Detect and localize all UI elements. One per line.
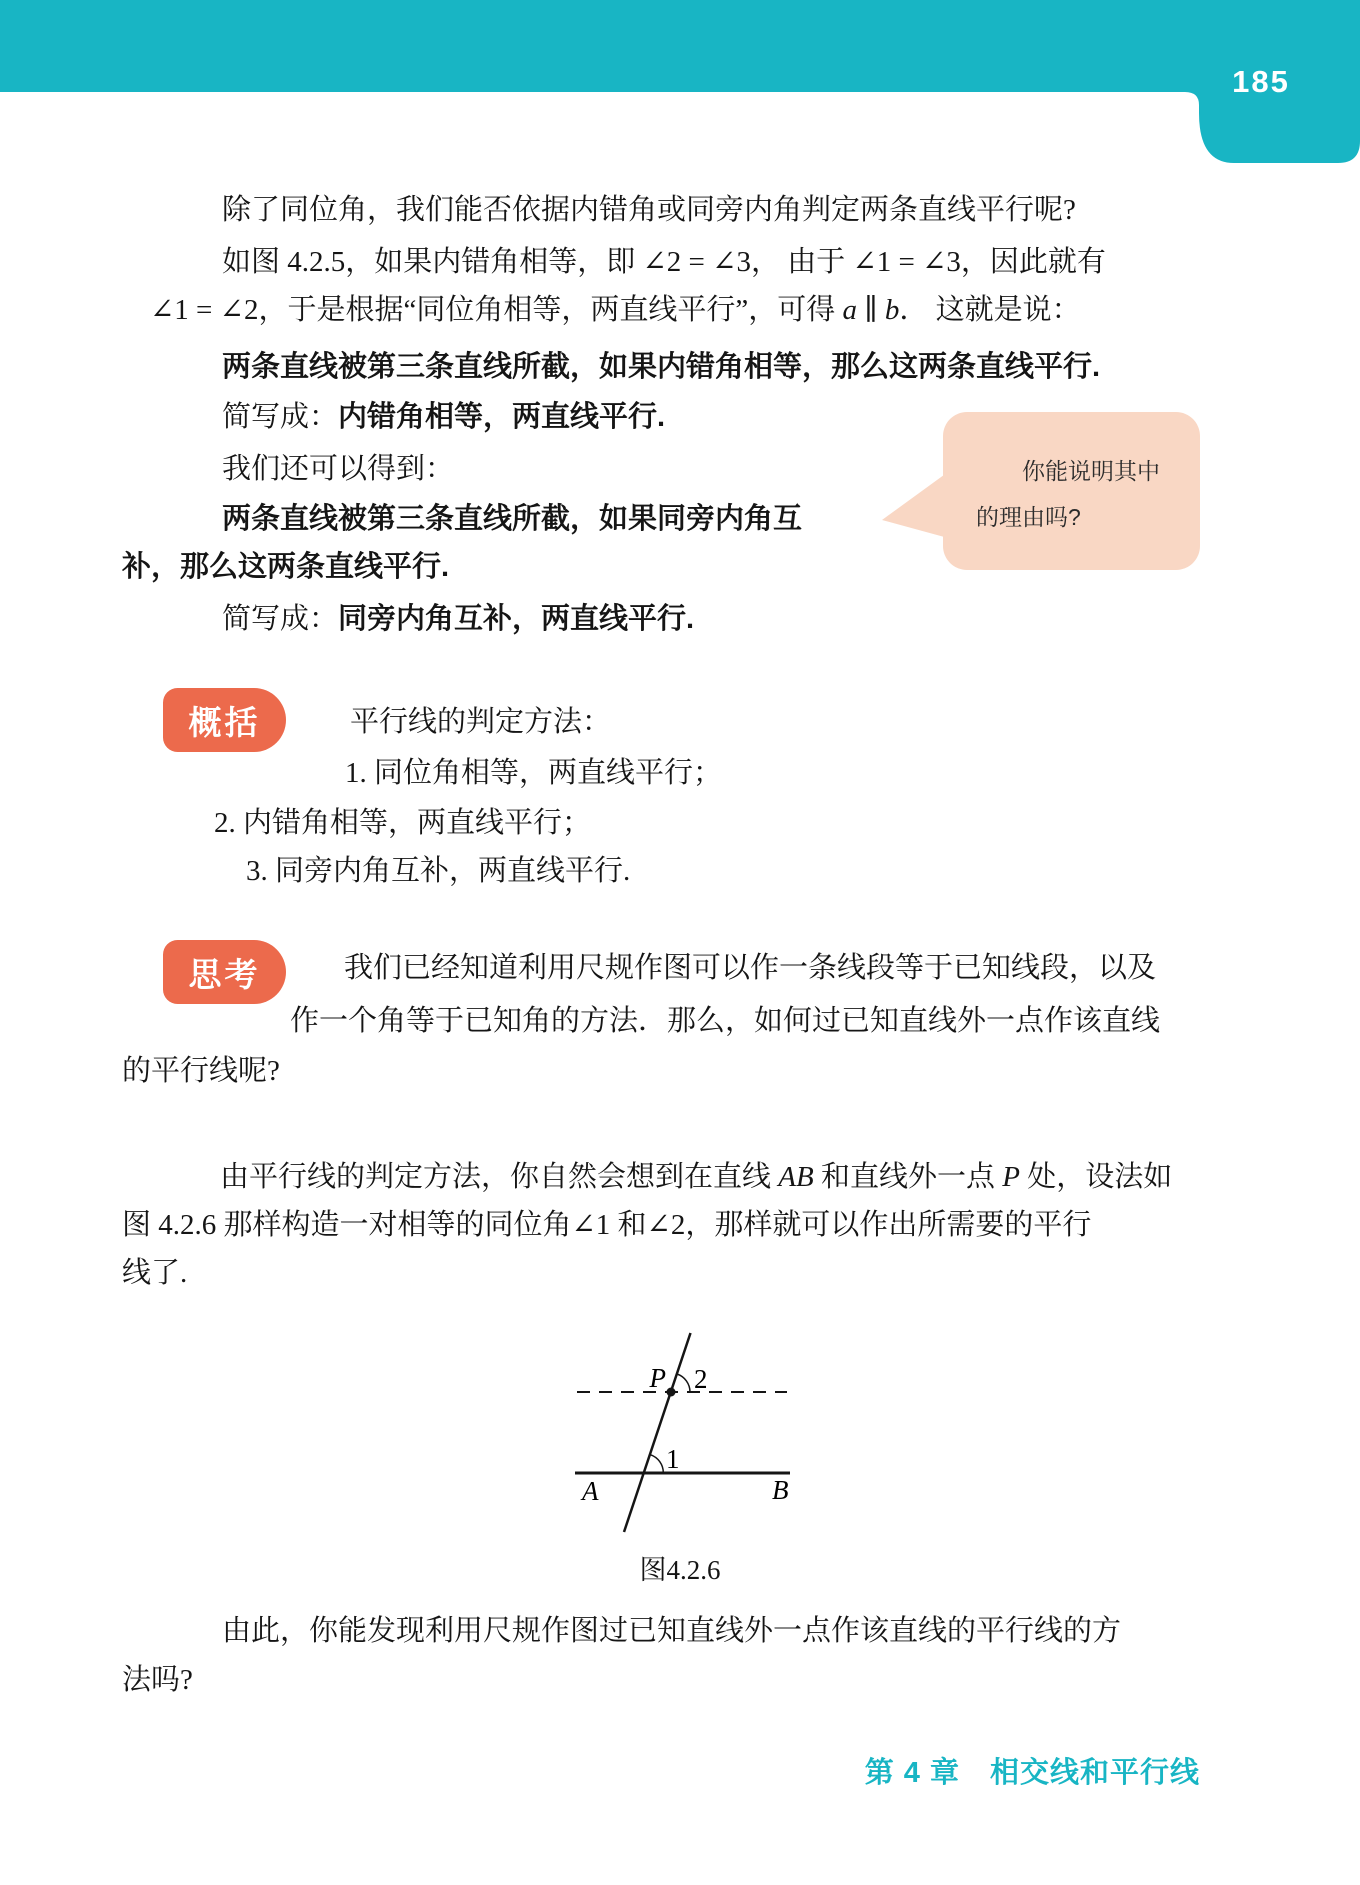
angle-2-arc [677, 1374, 690, 1392]
summary-item-2: 2. 内错角相等，两直线平行； [214, 807, 592, 839]
label-A: A [582, 1476, 599, 1506]
intro-line-2: 如图 4.2.5，如果内错角相等，即 ∠2 = ∠3， 由于 ∠1 = ∠3，因此就有 [222, 246, 1106, 278]
speech-bubble [943, 412, 1200, 570]
bubble-line-1: 你能说明其中 [1022, 458, 1160, 484]
rule-alternate-short [222, 399, 665, 435]
closing-line-2: 法吗? [122, 1664, 193, 1696]
chapter-footer: 第 4 章 相交线和平行线 [864, 1757, 1200, 1789]
label-P: P [649, 1363, 666, 1393]
summary-item-1: 1. 同位角相等，两直线平行； [345, 757, 723, 789]
think-line-2: 作一个角等于已知角的方法．那么，如何过已知直线外一点作该直线 [290, 1005, 1161, 1037]
intro-line-3-text: ∠1 = ∠2，于是根据“同位角相等，两直线平行”，可得 [150, 294, 843, 326]
line-AB-label: AB [778, 1161, 814, 1193]
short-form-prefix: 简写成： [222, 401, 339, 433]
summary-title: 平行线的判定方法： [350, 706, 612, 738]
header-banner [0, 0, 1360, 170]
rule-cointerior-line-1: 两条直线被第三条直线所截，如果同旁内角互 [222, 503, 803, 535]
construct-line-1a: 由平行线的判定方法，你自然会想到在直线 [220, 1161, 779, 1193]
think-badge-label: 思考 [188, 955, 261, 993]
speech-bubble-tail [872, 462, 950, 544]
also-get-line: 我们还可以得到： [222, 453, 455, 485]
bubble-line-2: 的理由吗? [976, 504, 1081, 530]
header-banner-shape [0, 0, 1360, 163]
construct-line-1 [220, 1159, 1172, 1195]
summary-item-3: 3. 同旁内角互补，两直线平行. [246, 855, 631, 887]
parallel-symbol: ∥ [856, 294, 885, 326]
var-b: b [884, 294, 900, 326]
angle-1-arc [650, 1455, 663, 1473]
short-form-prefix-2: 简写成： [222, 603, 339, 635]
var-a: a [842, 294, 857, 326]
short-form-bold-2: 同旁内角互补，两直线平行. [338, 603, 695, 635]
construct-line-1b: 和直线外一点 [813, 1161, 1003, 1193]
speech-bubble-text [943, 412, 1200, 540]
figure-4-2-6 [450, 1325, 910, 1555]
figure-caption: 图4.2.6 [639, 1555, 721, 1585]
page-number: 185 [1232, 64, 1290, 99]
think-badge [163, 940, 286, 1004]
construct-line-2: 图 4.2.6 那样构造一对相等的同位角∠1 和∠2，那样就可以作出所需要的平行 [122, 1209, 1092, 1241]
construct-line-3: 线了. [122, 1257, 188, 1289]
label-B: B [772, 1475, 789, 1505]
rule-cointerior-line-2: 补，那么这两条直线平行. [122, 551, 450, 583]
intro-line-3 [150, 292, 1081, 328]
intro-line-1: 除了同位角，我们能否依据内错角或同旁内角判定两条直线平行呢? [222, 194, 1076, 226]
think-line-1: 我们已经知道利用尺规作图可以作一条线段等于已知线段，以及 [344, 952, 1157, 984]
closing-line-1: 由此，你能发现利用尺规作图过已知直线外一点作该直线的平行线的方 [222, 1615, 1122, 1647]
label-angle-2: 2 [694, 1364, 708, 1394]
summary-badge-label: 概括 [188, 703, 261, 741]
short-form-bold: 内错角相等，两直线平行. [338, 401, 666, 433]
label-angle-1: 1 [666, 1444, 680, 1474]
summary-badge [163, 688, 286, 752]
think-line-3: 的平行线呢? [122, 1055, 280, 1087]
construct-line-1c: 处，设法如 [1019, 1161, 1173, 1193]
rule-alternate-angles: 两条直线被第三条直线所截，如果内错角相等，那么这两条直线平行. [222, 351, 1101, 383]
point-P-label: P [1002, 1161, 1020, 1193]
rule-cointerior-short [222, 601, 694, 637]
point-P-dot [667, 1388, 676, 1397]
intro-line-3-tail: ． 这就是说： [899, 294, 1081, 326]
